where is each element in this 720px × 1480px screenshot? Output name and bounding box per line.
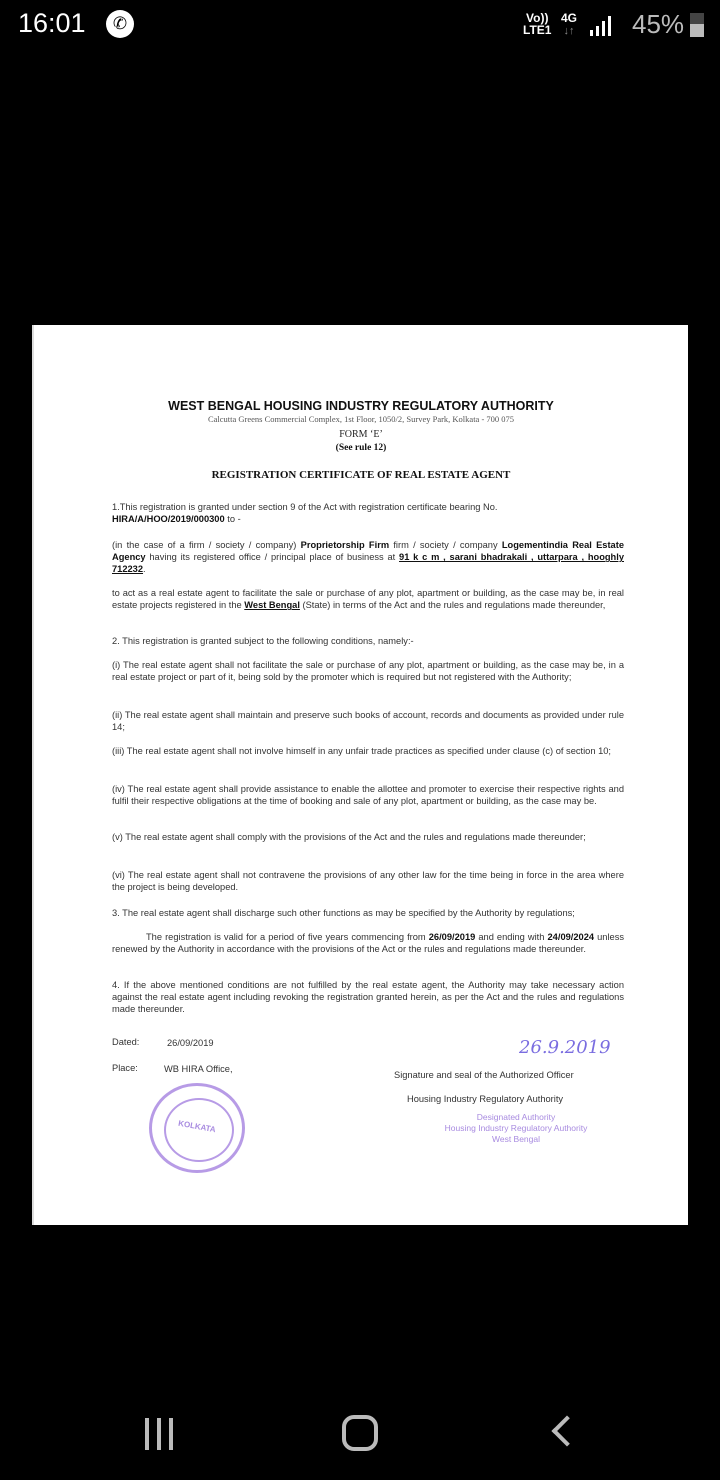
form-label: FORM ‘E’	[339, 429, 383, 440]
paragraph-scope: to act as a real estate agent to facilitate the sale or purchase of any plot, apartment or building, as the case may be, in real estate projects registered in the West Bengal (State) in terms of the Act and the rules and regulations made thereunder,	[112, 588, 624, 611]
status-bar	[0, 0, 720, 50]
certificate-heading: REGISTRATION CERTIFICATE OF REAL ESTATE AGENT	[211, 469, 511, 481]
conditions-intro: 2. This registration is granted subject to the following conditions, namely:-	[112, 636, 414, 646]
authority-name: Housing Industry Regulatory Authority	[407, 1094, 564, 1104]
rule-label: (See rule 12)	[335, 443, 387, 453]
dated-value: 26/09/2019	[167, 1038, 214, 1048]
designated-stamp: Designated Authority Housing Industry Regulatory Authority West Bengal	[444, 1112, 588, 1144]
firm-address: 91 k c m , sarani bhadrakali , uttarpara , hooghly 712232	[112, 552, 624, 575]
paragraph-1: 1.This registration is granted under section 9 of the Act with registration certificate bearing No. HIRA/A/HOO/2019/000300 to -	[112, 502, 498, 525]
lte-label: LTE1	[523, 23, 552, 37]
signal-icon	[590, 16, 614, 36]
validity-paragraph: The registration is valid for a period of five years commencing from 26/09/2019 and ending with 24/09/2024 unless renewed by the Authority in accordance with the provisions of the Act or the rules and regulations made thereunder.	[112, 932, 624, 955]
seal-center-text: KOLKATA	[177, 1118, 217, 1135]
place-label: Place:	[112, 1063, 138, 1073]
signature: 26.9.2019	[519, 1037, 611, 1058]
registration-number: HIRA/A/HOO/2019/000300	[112, 514, 225, 525]
certificate-image[interactable]	[32, 325, 688, 1225]
condition-2: (ii) The real estate agent shall maintain and preserve such books of account, records and documents as provided under rule 14;	[112, 710, 624, 733]
network-icon	[561, 12, 577, 37]
signature-caption: Signature and seal of the Authorized Officer	[394, 1070, 574, 1080]
home-button[interactable]	[342, 1415, 378, 1451]
recent-apps-button[interactable]	[143, 1418, 175, 1450]
battery-percent: 45%	[632, 9, 685, 39]
network-label: 4G	[561, 11, 578, 25]
data-arrows-icon: ↓↑	[563, 25, 575, 37]
battery-icon	[690, 13, 704, 37]
volte-label: Vo))	[526, 11, 549, 25]
clock: 16:01	[18, 8, 86, 38]
authority-title: WEST BENGAL HOUSING INDUSTRY REGULATORY AUTHORITY	[168, 399, 554, 413]
navigation-bar	[0, 1400, 720, 1480]
paragraph-4: 4. If the above mentioned conditions are not fulfilled by the real estate agent, the Authority may take necessary action against the real estate agent including revoking the registration granted herein, as per the Act and the rules and regulations made thereunder.	[112, 980, 624, 1015]
firm-name: Logementindia Real Estate Agency	[112, 540, 624, 563]
volte-icon	[523, 12, 551, 36]
paragraph-firm: (in the case of a firm / society / company) Proprietorship Firm firm / society / company Logementindia Real Estate Agency having its registered office / principal place of business at 91 k c m , sarani bhadrakali , uttarpara , hooghly 712232.	[112, 540, 624, 575]
back-button[interactable]	[551, 1415, 582, 1446]
condition-1: (i) The real estate agent shall not facilitate the sale or purchase of any plot, apartment or building, as the case may be, in a real estate project or part of it, being sold by the promoter which is required but not registered with the Authority;	[112, 660, 624, 683]
paragraph-3: 3. The real estate agent shall discharge such other functions as may be specified by the Authority by regulations;	[112, 908, 575, 918]
dated-label: Dated:	[112, 1037, 140, 1047]
call-icon: ✆	[106, 10, 134, 38]
authority-address: Calcutta Greens Commercial Complex, 1st Floor, 1050/2, Survey Park, Kolkata - 700 075	[207, 414, 515, 424]
place-value: WB HIRA Office,	[164, 1064, 233, 1074]
condition-5: (v) The real estate agent shall comply with the provisions of the Act and the rules and regulations made thereunder;	[112, 832, 586, 842]
condition-3: (iii) The real estate agent shall not involve himself in any unfair trade practices as specified under clause (c) of section 10;	[112, 746, 612, 756]
condition-4: (iv) The real estate agent shall provide assistance to enable the allottee and promoter to exercise their respective rights and fulfil their respective obligations at the time of booking and sale of any plot, apartment or building, as the case may be.	[112, 784, 624, 807]
condition-6: (vi) The real estate agent shall not contravene the provisions of any other law for the time being in force in the area where the project is being developed.	[112, 870, 624, 893]
